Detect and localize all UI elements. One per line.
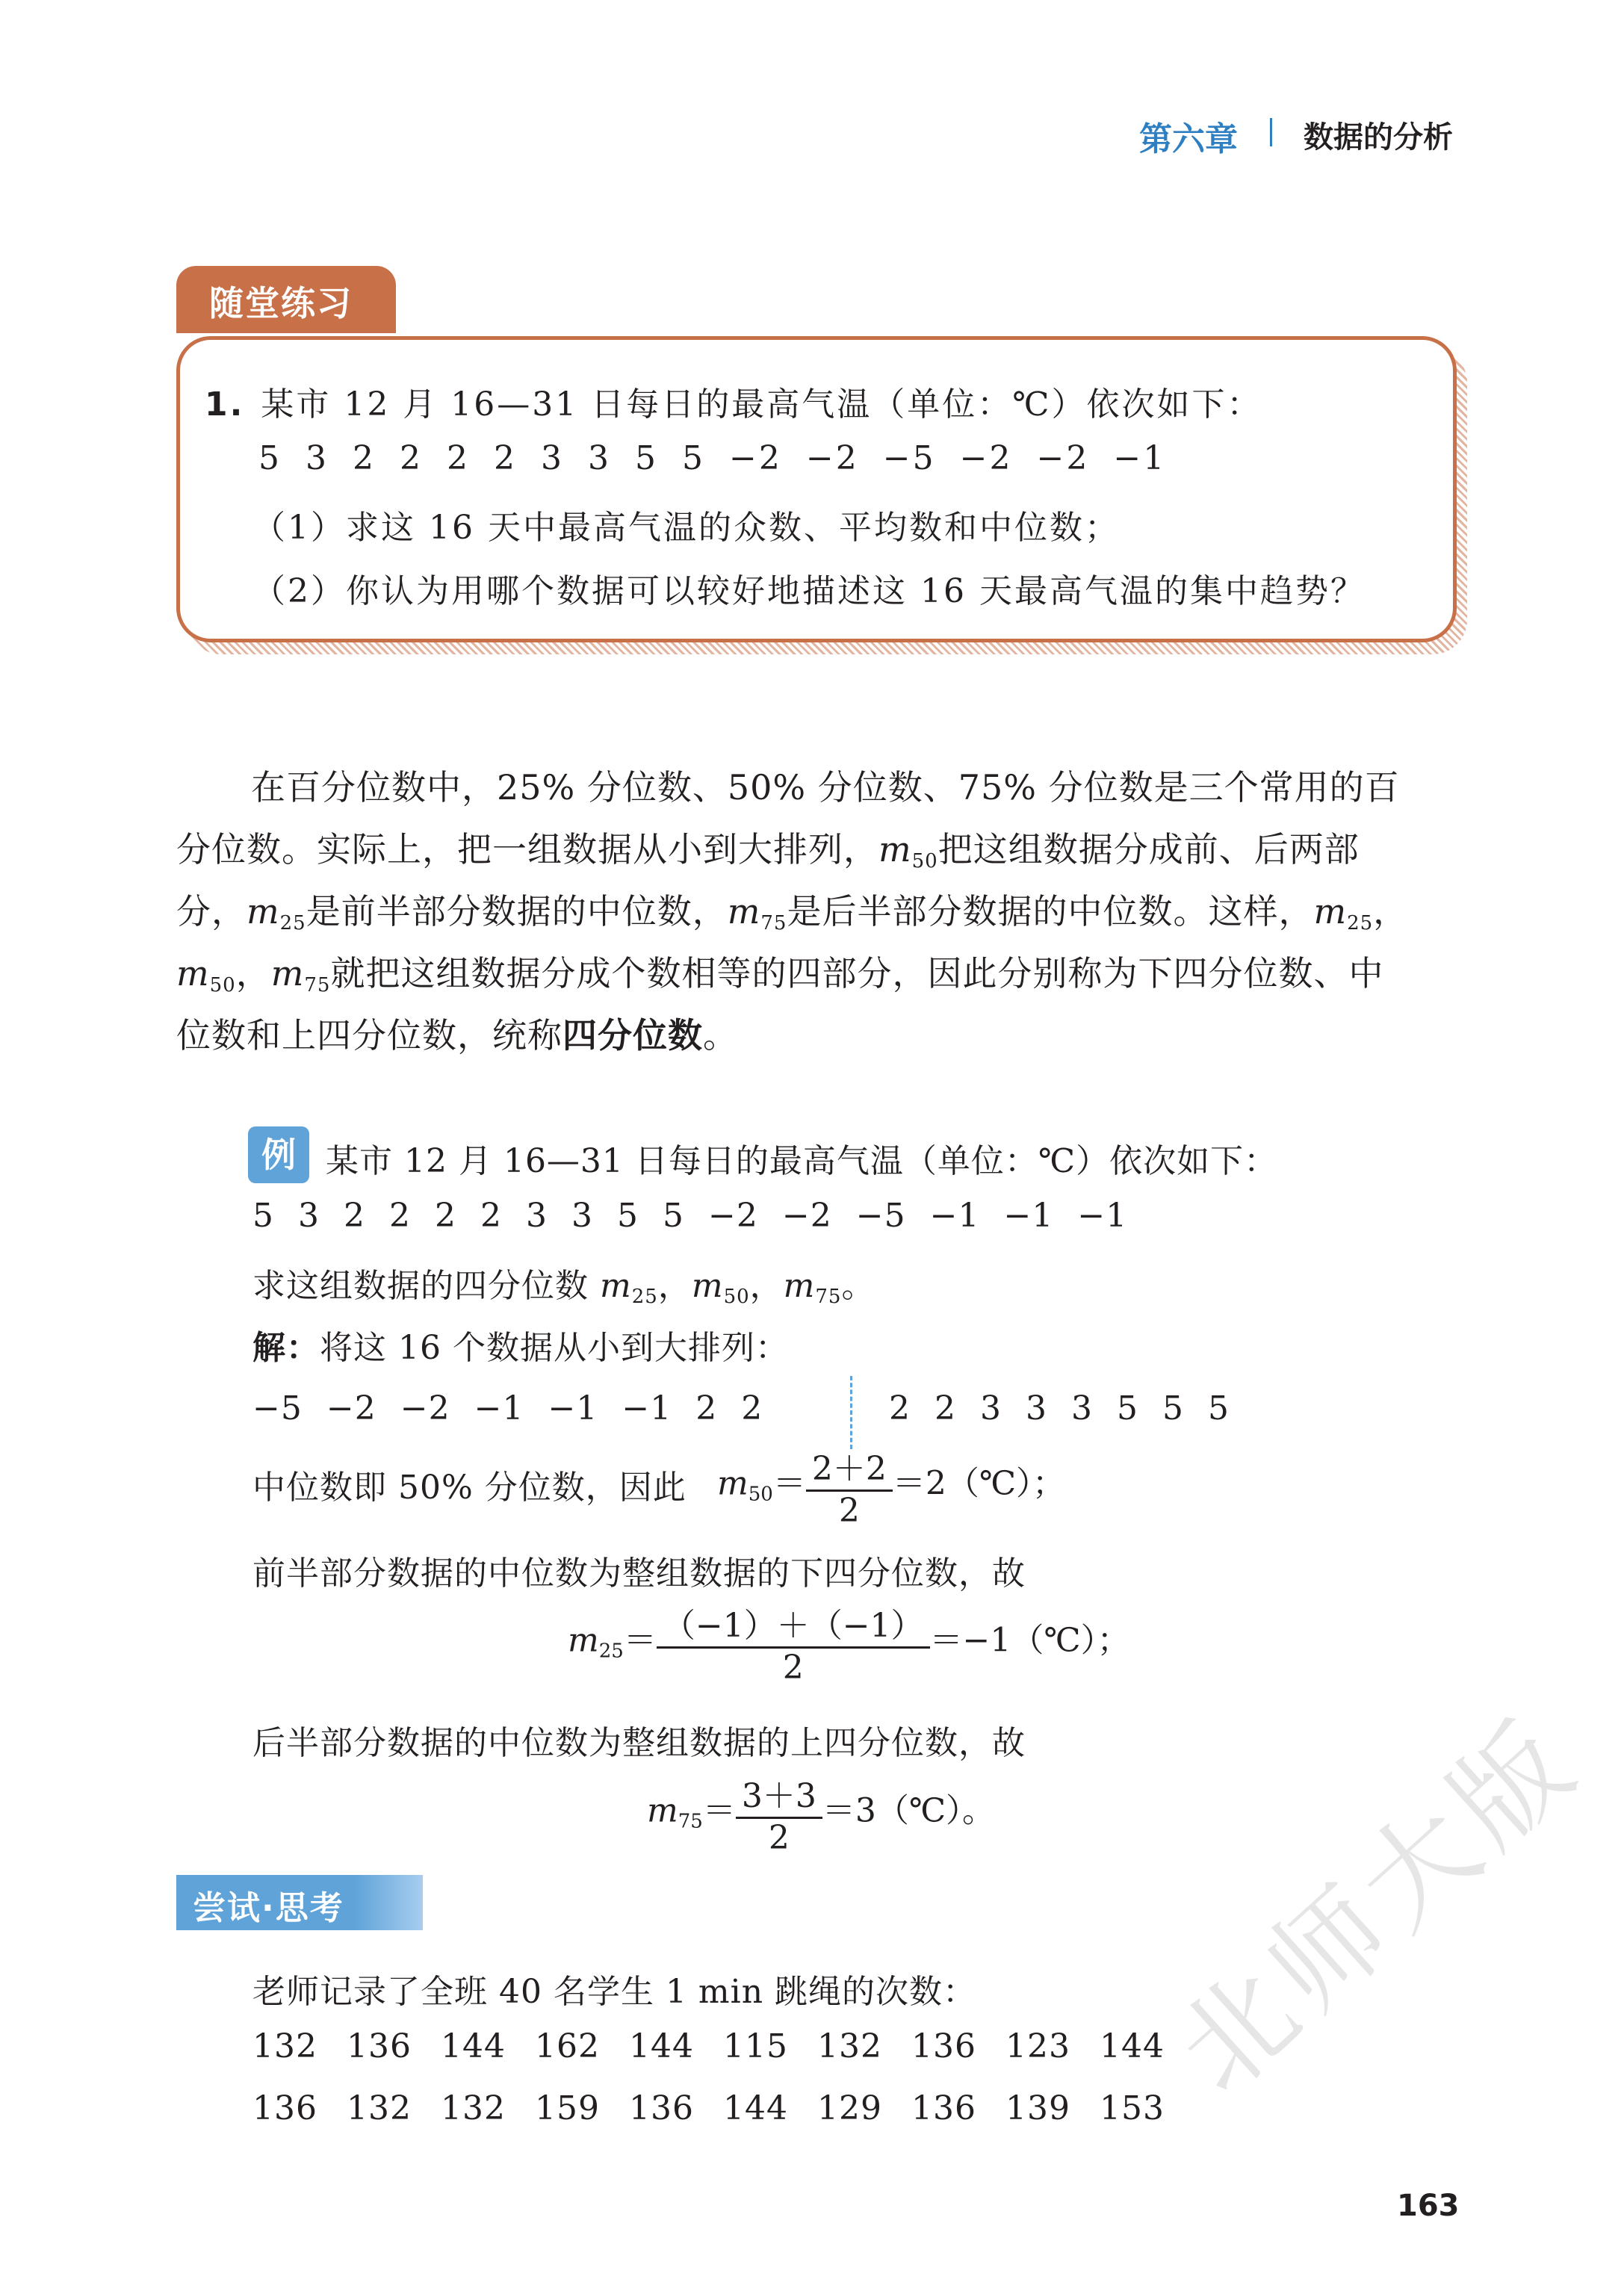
median-divider xyxy=(850,1376,852,1449)
exercise-value: −2 xyxy=(805,439,859,477)
exercise-value: 3 xyxy=(541,439,564,477)
formula-m50 xyxy=(717,1442,1065,1530)
exercise-value: 5 xyxy=(682,439,705,477)
count-value: 136 xyxy=(911,2089,976,2127)
count-value: 123 xyxy=(1005,2027,1070,2065)
exercise-value: −2 xyxy=(1036,439,1090,477)
try-think-label: 尝试·思考 xyxy=(193,1889,344,1927)
example-value: −1 xyxy=(929,1197,980,1235)
numerator: 2＋2 xyxy=(806,1442,893,1492)
count-value: 132 xyxy=(347,2089,412,2127)
solution-label: 解： xyxy=(252,1329,320,1367)
example-value: 5 xyxy=(617,1197,639,1235)
denominator: 2 xyxy=(838,1492,860,1530)
subscript: 75 xyxy=(678,1810,703,1833)
sorted-value: −5 xyxy=(252,1389,303,1427)
paragraph-line-1: 在百分位数中，25% 分位数、50% 分位数、75% 分位数是三个常用的百 xyxy=(251,767,1400,807)
text: 是前半部分数据的中位数， xyxy=(306,891,728,931)
jump-rope-row-2 xyxy=(252,2089,1194,2127)
var-m: m xyxy=(878,829,912,869)
chapter-label: 第六章 xyxy=(1139,120,1238,158)
jump-rope-row-1 xyxy=(252,2027,1194,2065)
exercise-value: 2 xyxy=(353,439,376,477)
sorted-value: 3 xyxy=(980,1389,1002,1427)
lower-quartile-explanation: 前半部分数据的中位数为整组数据的下四分位数，故 xyxy=(252,1554,1026,1593)
exercise-value: 3 xyxy=(588,439,611,477)
count-value: 136 xyxy=(252,2089,317,2127)
exercise-value: 5 xyxy=(635,439,658,477)
text: 分， xyxy=(176,891,247,931)
text: 。 xyxy=(841,1267,875,1305)
sorted-value: 5 xyxy=(1208,1389,1230,1427)
exercise-number: 1. xyxy=(205,385,245,424)
sorted-value: 2 xyxy=(741,1389,763,1427)
equals: ＝ xyxy=(702,1791,736,1830)
denominator: 2 xyxy=(782,1649,804,1687)
example-value: 2 xyxy=(480,1197,502,1235)
formula-m75 xyxy=(647,1769,995,1857)
example-value: −2 xyxy=(781,1197,832,1235)
chapter-title: 数据的分析 xyxy=(1304,120,1453,155)
count-value: 153 xyxy=(1100,2089,1165,2127)
count-value: 139 xyxy=(1005,2089,1070,2127)
exercise-value: −1 xyxy=(1113,439,1167,477)
subscript: 50 xyxy=(911,850,938,872)
sorted-value: −2 xyxy=(400,1389,450,1427)
var-m: m xyxy=(270,953,305,993)
exercise-value: 3 xyxy=(306,439,329,477)
example-value: 3 xyxy=(298,1197,320,1235)
text: 。 xyxy=(703,1015,738,1055)
sorted-value: −2 xyxy=(326,1389,376,1427)
subscript: 50 xyxy=(723,1286,750,1308)
var-m: m xyxy=(727,891,761,931)
text: 求这组数据的四分位数 xyxy=(252,1267,600,1305)
example-question: 某市 12 月 16—31 日每日的最高气温（单位：℃）依次如下： xyxy=(326,1142,1278,1180)
sorted-value: 2 xyxy=(695,1389,718,1427)
text: ， xyxy=(1373,891,1409,931)
text: ， xyxy=(235,953,271,993)
sorted-value: 3 xyxy=(1071,1389,1093,1427)
median-explanation: 中位数即 50% 分位数，因此 xyxy=(252,1469,687,1507)
subscript: 25 xyxy=(598,1640,624,1663)
var-m: m xyxy=(691,1267,724,1305)
sorted-value: −1 xyxy=(548,1389,598,1427)
example-value: 2 xyxy=(435,1197,456,1235)
example-value: 5 xyxy=(663,1197,684,1235)
example-ask xyxy=(252,1259,875,1308)
header-divider xyxy=(1270,118,1272,146)
sorted-value: −1 xyxy=(474,1389,524,1427)
subscript: 75 xyxy=(815,1286,842,1308)
formula-m25 xyxy=(568,1599,1130,1687)
exercise-value: −5 xyxy=(882,439,936,477)
count-value: 132 xyxy=(252,2027,317,2065)
text: 把这组数据分成前、后两部 xyxy=(937,829,1360,869)
equals: ＝ xyxy=(623,1621,657,1660)
text: 将这 16 个数据从小到大排列： xyxy=(320,1329,789,1367)
count-value: 136 xyxy=(347,2027,412,2065)
paragraph-line-3 xyxy=(176,884,1408,934)
exercise-question xyxy=(205,377,1262,425)
count-value: 144 xyxy=(1100,2027,1165,2065)
count-value: 132 xyxy=(441,2089,506,2127)
text: 就把这组数据分成个数相等的四部分，因此分别称为下四分位数、中 xyxy=(330,953,1384,993)
sorted-data-right xyxy=(889,1389,1253,1427)
exercise-value: −2 xyxy=(729,439,782,477)
term-quartile: 四分位数 xyxy=(562,1015,703,1055)
count-value: 144 xyxy=(629,2027,694,2065)
sorted-value: −1 xyxy=(622,1389,672,1427)
sorted-value: 2 xyxy=(889,1389,911,1427)
exercise-value: −2 xyxy=(959,439,1013,477)
var-m: m xyxy=(176,953,210,993)
count-value: 129 xyxy=(817,2089,882,2127)
example-value: −2 xyxy=(708,1197,758,1235)
count-value: 144 xyxy=(441,2027,506,2065)
numerator: 3＋3 xyxy=(736,1769,822,1819)
count-value: 162 xyxy=(535,2027,600,2065)
var-m: m xyxy=(247,891,280,931)
sorted-value: 5 xyxy=(1117,1389,1138,1427)
exercise-value: 2 xyxy=(400,439,423,477)
result: ＝3（℃）。 xyxy=(822,1791,996,1830)
text: 是后半部分数据的中位数。这样， xyxy=(787,891,1314,931)
count-value: 115 xyxy=(723,2027,788,2065)
result: ＝−1（℃）； xyxy=(929,1621,1130,1660)
count-value: 132 xyxy=(817,2027,882,2065)
fraction xyxy=(806,1442,893,1530)
exercise-value: 2 xyxy=(494,439,517,477)
try-think-intro: 老师记录了全班 40 名学生 1 min 跳绳的次数： xyxy=(252,1973,977,2011)
var-m: m xyxy=(647,1791,678,1830)
subscript: 50 xyxy=(209,974,236,996)
var-m: m xyxy=(568,1621,599,1660)
exercise-value: 2 xyxy=(447,439,470,477)
paragraph-line-5 xyxy=(176,1008,738,1058)
count-value: 144 xyxy=(723,2089,788,2127)
exercise-value: 5 xyxy=(258,439,282,477)
publisher-watermark: 北师大版 xyxy=(1153,1693,1605,2118)
sorted-value: 5 xyxy=(1162,1389,1184,1427)
text: ， xyxy=(657,1267,692,1305)
subscript: 25 xyxy=(1347,912,1374,934)
text: 分位数。实际上，把一组数据从小到大排列， xyxy=(176,829,878,869)
text: ， xyxy=(749,1267,784,1305)
equals: ＝ xyxy=(772,1464,806,1503)
example-data-row xyxy=(252,1197,1151,1235)
subscript: 75 xyxy=(760,912,787,934)
var-m: m xyxy=(600,1267,632,1305)
exercise-tab-label: 随堂练习 xyxy=(209,283,353,323)
count-value: 159 xyxy=(535,2089,600,2127)
solution-line xyxy=(252,1321,789,1368)
var-m: m xyxy=(783,1267,816,1305)
sorted-value: 3 xyxy=(1026,1389,1047,1427)
numerator: （−1）＋（−1） xyxy=(657,1599,930,1649)
subscript: 75 xyxy=(304,974,331,996)
paragraph-line-4 xyxy=(176,946,1383,996)
exercise-subquestion-2: （2）你认为用哪个数据可以较好地描述这 16 天最高气温的集中趋势？ xyxy=(252,572,1366,610)
var-m: m xyxy=(717,1464,749,1503)
example-badge: 例 xyxy=(248,1126,309,1183)
page-number: 163 xyxy=(1397,2189,1460,2223)
sorted-data-left xyxy=(252,1389,787,1427)
paragraph-line-2 xyxy=(176,822,1360,872)
fraction xyxy=(736,1769,822,1857)
example-value: −1 xyxy=(1003,1197,1054,1235)
fraction xyxy=(657,1599,930,1687)
text: 位数和上四分位数，统称 xyxy=(176,1015,562,1055)
exercise-data-row xyxy=(258,439,1190,477)
subscript: 50 xyxy=(748,1483,773,1506)
example-value: 2 xyxy=(389,1197,411,1235)
result: ＝2（℃）； xyxy=(892,1464,1066,1503)
example-value: 5 xyxy=(252,1197,274,1235)
denominator: 2 xyxy=(768,1819,790,1857)
upper-quartile-explanation: 后半部分数据的中位数为整组数据的上四分位数，故 xyxy=(252,1724,1026,1762)
example-value: −1 xyxy=(1077,1197,1128,1235)
exercise-question-text: 某市 12 月 16—31 日每日的最高气温（单位：℃）依次如下： xyxy=(261,385,1262,424)
example-value: 3 xyxy=(571,1197,593,1235)
sorted-value: 2 xyxy=(935,1389,956,1427)
subscript: 25 xyxy=(279,912,306,934)
example-value: 3 xyxy=(526,1197,548,1235)
subscript: 25 xyxy=(631,1286,658,1308)
count-value: 136 xyxy=(629,2089,694,2127)
var-m: m xyxy=(1313,891,1348,931)
exercise-subquestion-1: （1）求这 16 天中最高气温的众数、平均数和中位数； xyxy=(252,509,1120,547)
example-value: −5 xyxy=(855,1197,906,1235)
count-value: 136 xyxy=(911,2027,976,2065)
example-value: 2 xyxy=(344,1197,365,1235)
